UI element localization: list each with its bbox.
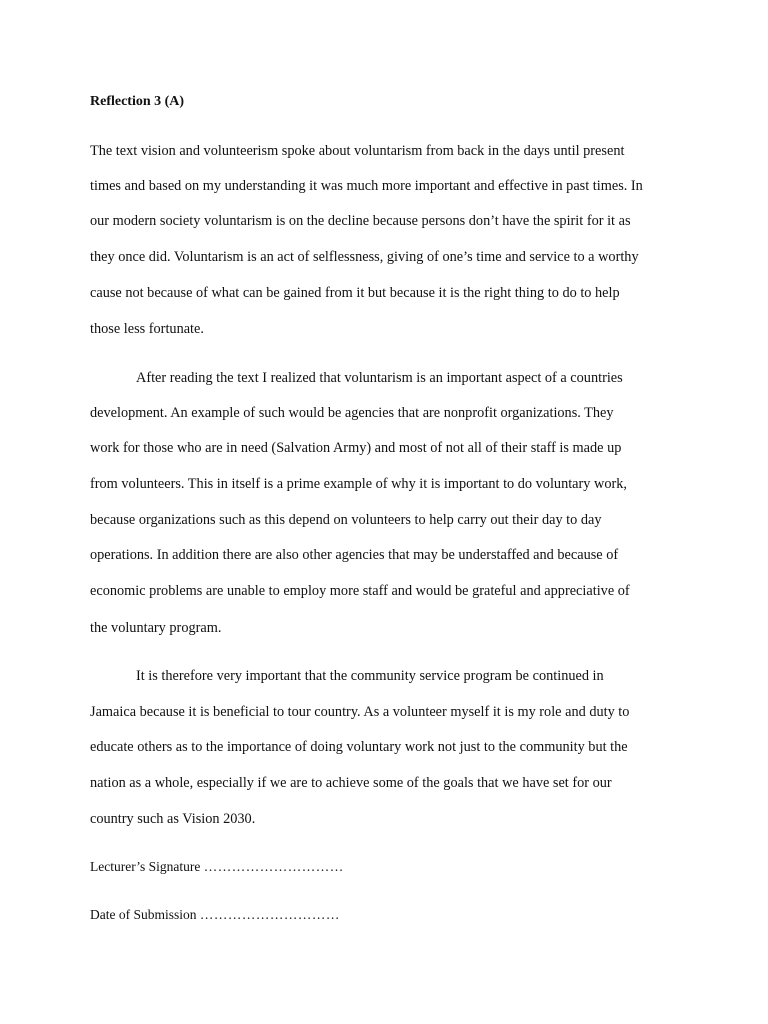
paragraph-line: development. An example of such would be agencies that are nonprofit organizations. They [90,405,614,421]
paragraph-line: nation as a whole, especially if we are to achieve some of the goals that we have set for our [90,775,612,791]
paragraph-line: they once did. Voluntarism is an act of selflessness, giving of one’s time and service to a worthy [90,249,639,265]
signature-dots: ………………………… [203,859,344,874]
paragraph-line: because organizations such as this depend on volunteers to help carry out their day to day [90,512,602,528]
paragraph-line: country such as Vision 2030. [90,811,256,827]
paragraph-line: our modern society voluntarism is on the decline because persons don’t have the spirit for it as [90,213,631,229]
lecturer-signature-line [90,858,344,876]
paragraph-line: cause not because of what can be gained from it but because it is the right thing to do to help [90,285,620,301]
paragraph-line: operations. In addition there are also other agencies that may be understaffed and because of [90,547,619,563]
date-of-submission-line [90,906,340,924]
paragraph-line: It is therefore very important that the community service program be continued in [136,668,604,684]
paragraph-line: economic problems are unable to employ more staff and would be grateful and appreciative of [90,583,630,599]
paragraph-line: Jamaica because it is beneficial to tour country. As a volunteer myself it is my role and duty to [90,704,630,720]
paragraph-line: educate others as to the importance of doing voluntary work not just to the community but the [90,739,628,755]
signature-label: Lecturer’s Signature [90,859,201,874]
paragraph-line: After reading the text I realized that voluntarism is an important aspect of a countries [136,370,623,386]
paragraph-line: those less fortunate. [90,321,204,337]
paragraph-line: work for those who are in need (Salvation Army) and most of not all of their staff is made up [90,440,622,456]
paragraph-line: the voluntary program. [90,620,222,636]
document-title: Reflection 3 (A) [90,94,185,109]
paragraph-line: The text vision and volunteerism spoke about voluntarism from back in the days until present [90,143,625,159]
date-label: Date of Submission [90,907,197,922]
date-dots: ………………………… [199,907,340,922]
paragraph-line: times and based on my understanding it was much more important and effective in past times. In [90,178,643,194]
paragraph-line: from volunteers. This in itself is a prime example of why it is important to do voluntary work, [90,476,627,492]
